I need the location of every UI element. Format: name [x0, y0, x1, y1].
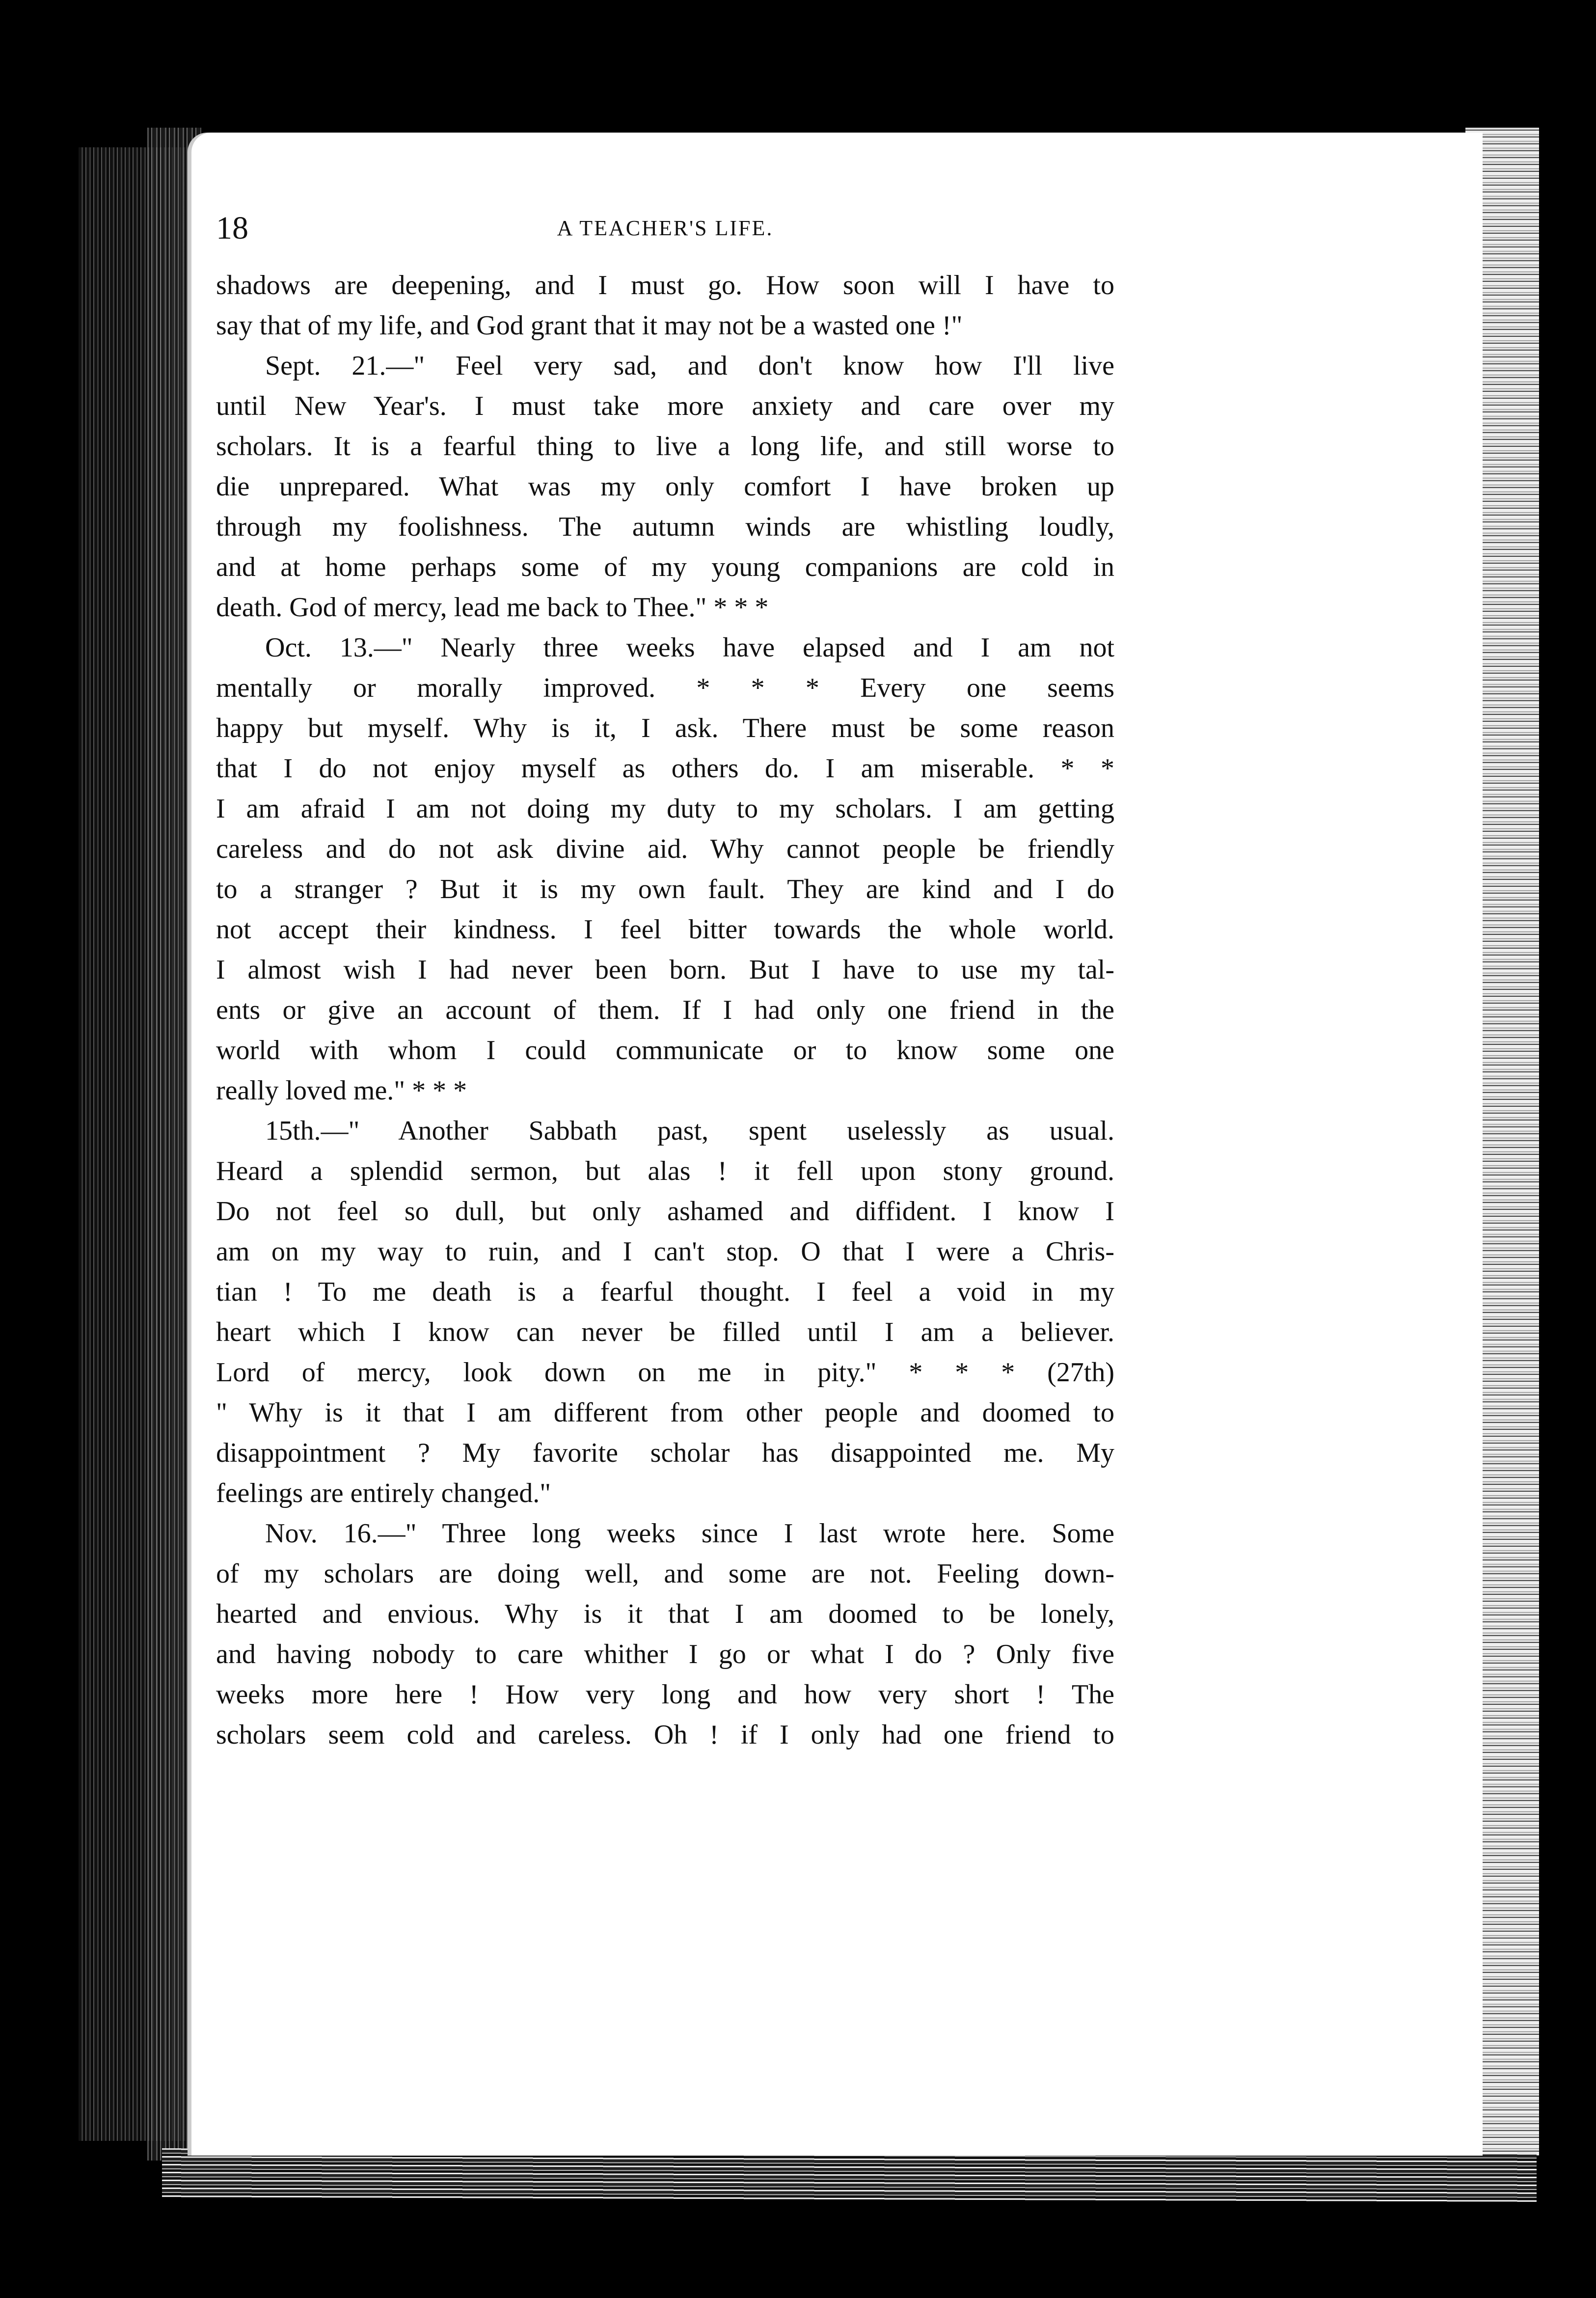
- text-line: of my scholars are doing well, and some are not. Feeling down-: [216, 1559, 1114, 1589]
- text-line: I almost wish I had never been born. But I have to use my tal-: [216, 955, 1114, 985]
- text-line: Lord of mercy, look down on me in pity." * * * (27th): [216, 1357, 1114, 1388]
- text-line: through my foolishness. The autumn winds are whistling loudly,: [216, 512, 1114, 542]
- text-line: world with whom I could communicate or to know some one: [216, 1035, 1114, 1066]
- text-line: to a stranger ? But it is my own fault. They are kind and I do: [216, 874, 1114, 904]
- text-line: " Why is it that I am different from other people and doomed to: [216, 1397, 1114, 1428]
- text-line: scholars. It is a fearful thing to live a long life, and still worse to: [216, 431, 1114, 462]
- text-line: death. God of mercy, lead me back to Thee." * * *: [216, 592, 769, 623]
- text-line: I am afraid I am not doing my duty to my scholars. I am getting: [216, 793, 1114, 824]
- book-edge-bottom: [162, 2148, 1537, 2202]
- text-line: scholars seem cold and careless. Oh ! if I only had one friend to: [216, 1720, 1114, 1750]
- text-line: happy but myself. Why is it, I ask. There must be some reason: [216, 713, 1114, 743]
- text-line: and having nobody to care whither I go or what I do ? Only five: [216, 1639, 1114, 1669]
- text-line: feelings are entirely changed.": [216, 1478, 551, 1508]
- text-line: am on my way to ruin, and I can't stop. O that I were a Chris-: [216, 1236, 1114, 1267]
- text-line: die unprepared. What was my only comfort I have broken up: [216, 471, 1114, 502]
- text-line: not accept their kindness. I feel bitter towards the whole world.: [216, 914, 1114, 945]
- text-line: that I do not enjoy myself as others do. I am miserable. * *: [216, 753, 1114, 784]
- text-line: tian ! To me death is a fearful thought. I feel a void in my: [216, 1277, 1114, 1307]
- text-line: careless and do not ask divine aid. Why cannot people be friendly: [216, 834, 1114, 864]
- text-line: Oct. 13.—" Nearly three weeks have elapsed and I am not: [265, 632, 1114, 663]
- text-line: weeks more here ! How very long and how very short ! The: [216, 1679, 1114, 1710]
- text-line: shadows are deepening, and I must go. How soon will I have to: [216, 270, 1114, 301]
- text-line: really loved me." * * *: [216, 1075, 467, 1106]
- body-text: [216, 265, 1114, 1755]
- page-number: 18: [216, 210, 248, 246]
- text-line: heart which I know can never be filled until I am a believer.: [216, 1317, 1114, 1347]
- text-line: until New Year's. I must take more anxiety and care over my: [216, 391, 1114, 421]
- text-line: and at home perhaps some of my young companions are cold in: [216, 552, 1114, 582]
- page-header: [216, 206, 1114, 250]
- text-line: Sept. 21.—" Feel very sad, and don't know how I'll live: [265, 351, 1114, 381]
- text-line: disappointment ? My favorite scholar has disappointed me. My: [216, 1438, 1114, 1468]
- text-line: 15th.—" Another Sabbath past, spent uselessly as usual.: [265, 1116, 1114, 1146]
- text-line: ents or give an account of them. If I had only one friend in the: [216, 995, 1114, 1025]
- text-line: say that of my life, and God grant that it may not be a wasted one !": [216, 310, 963, 341]
- text-line: Heard a splendid sermon, but alas ! it fell upon stony ground.: [216, 1156, 1114, 1186]
- running-head: A TEACHER'S LIFE.: [557, 216, 774, 240]
- text-line: mentally or morally improved. * * * Every one seems: [216, 673, 1114, 703]
- text-line: Nov. 16.—" Three long weeks since I last wrote here. Some: [265, 1518, 1114, 1549]
- text-line: Do not feel so dull, but only ashamed and diffident. I know I: [216, 1196, 1114, 1227]
- text-line: hearted and envious. Why is it that I am doomed to be lonely,: [216, 1599, 1114, 1629]
